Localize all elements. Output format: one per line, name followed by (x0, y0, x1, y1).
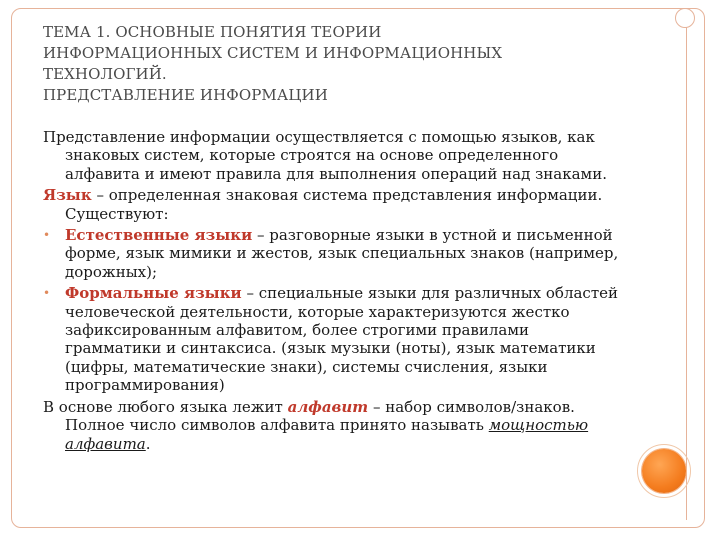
bullet-icon: • (43, 228, 51, 243)
term-alphabet: алфавит (287, 397, 369, 416)
alphabet-text-start: В основе любого языка лежит (43, 397, 288, 416)
decorative-circle-top (675, 8, 695, 28)
formal-languages-text: – специальные языки для различных областей человеческой деятельности, которые характеризуются жестко зафиксированным алфавитом, более строгими правилами грамматики и синтаксиса. (язык музыки (ноты), язык математики (цифры, математические знаки), системы счисления, языки программирования) (65, 284, 619, 395)
paragraph-alphabet (43, 398, 628, 453)
alphabet-text-end: . (145, 434, 151, 453)
language-definition: – определенная знаковая система представления информации. Существуют: (65, 186, 603, 223)
list-item-formal-languages (43, 284, 628, 394)
term-alphabet-power: мощностью алфавита (65, 416, 589, 453)
slide-body (43, 128, 628, 456)
title-line-4: ПРЕДСТАВЛЕНИЕ ИНФОРМАЦИИ (43, 86, 328, 104)
title-line-2: ИНФОРМАЦИОННЫХ СИСТЕМ И ИНФОРМАЦИОННЫХ (43, 44, 503, 62)
slide-title (43, 22, 643, 106)
paragraph-language (43, 186, 628, 223)
frame-side-line (686, 20, 687, 520)
decorative-orange-circle (642, 449, 686, 493)
title-line-1: ТЕМА 1. ОСНОВНЫЕ ПОНЯТИЯ ТЕОРИИ (43, 23, 382, 41)
natural-languages-text: – разговорные языки в устной и письменной форме, язык мимики и жестов, язык специальных знаков (например, дорожных); (65, 226, 619, 281)
term-language: Язык (43, 186, 92, 205)
list-item-natural-languages (43, 226, 628, 281)
bullet-icon: • (43, 286, 51, 301)
title-line-3: ТЕХНОЛОГИЙ. (43, 65, 167, 83)
term-natural-languages: Естественные языки (65, 226, 253, 245)
paragraph-representation: Представление информации осуществляется с помощью языков, как знаковых систем, которые строятся на основе определенного алфавита и имеют правила для выполнения операций над знаками. (43, 128, 607, 183)
term-formal-languages: Формальные языки (65, 284, 242, 303)
alphabet-text-mid: – набор символов/знаков. Полное число символов алфавита принято называть (65, 397, 575, 435)
